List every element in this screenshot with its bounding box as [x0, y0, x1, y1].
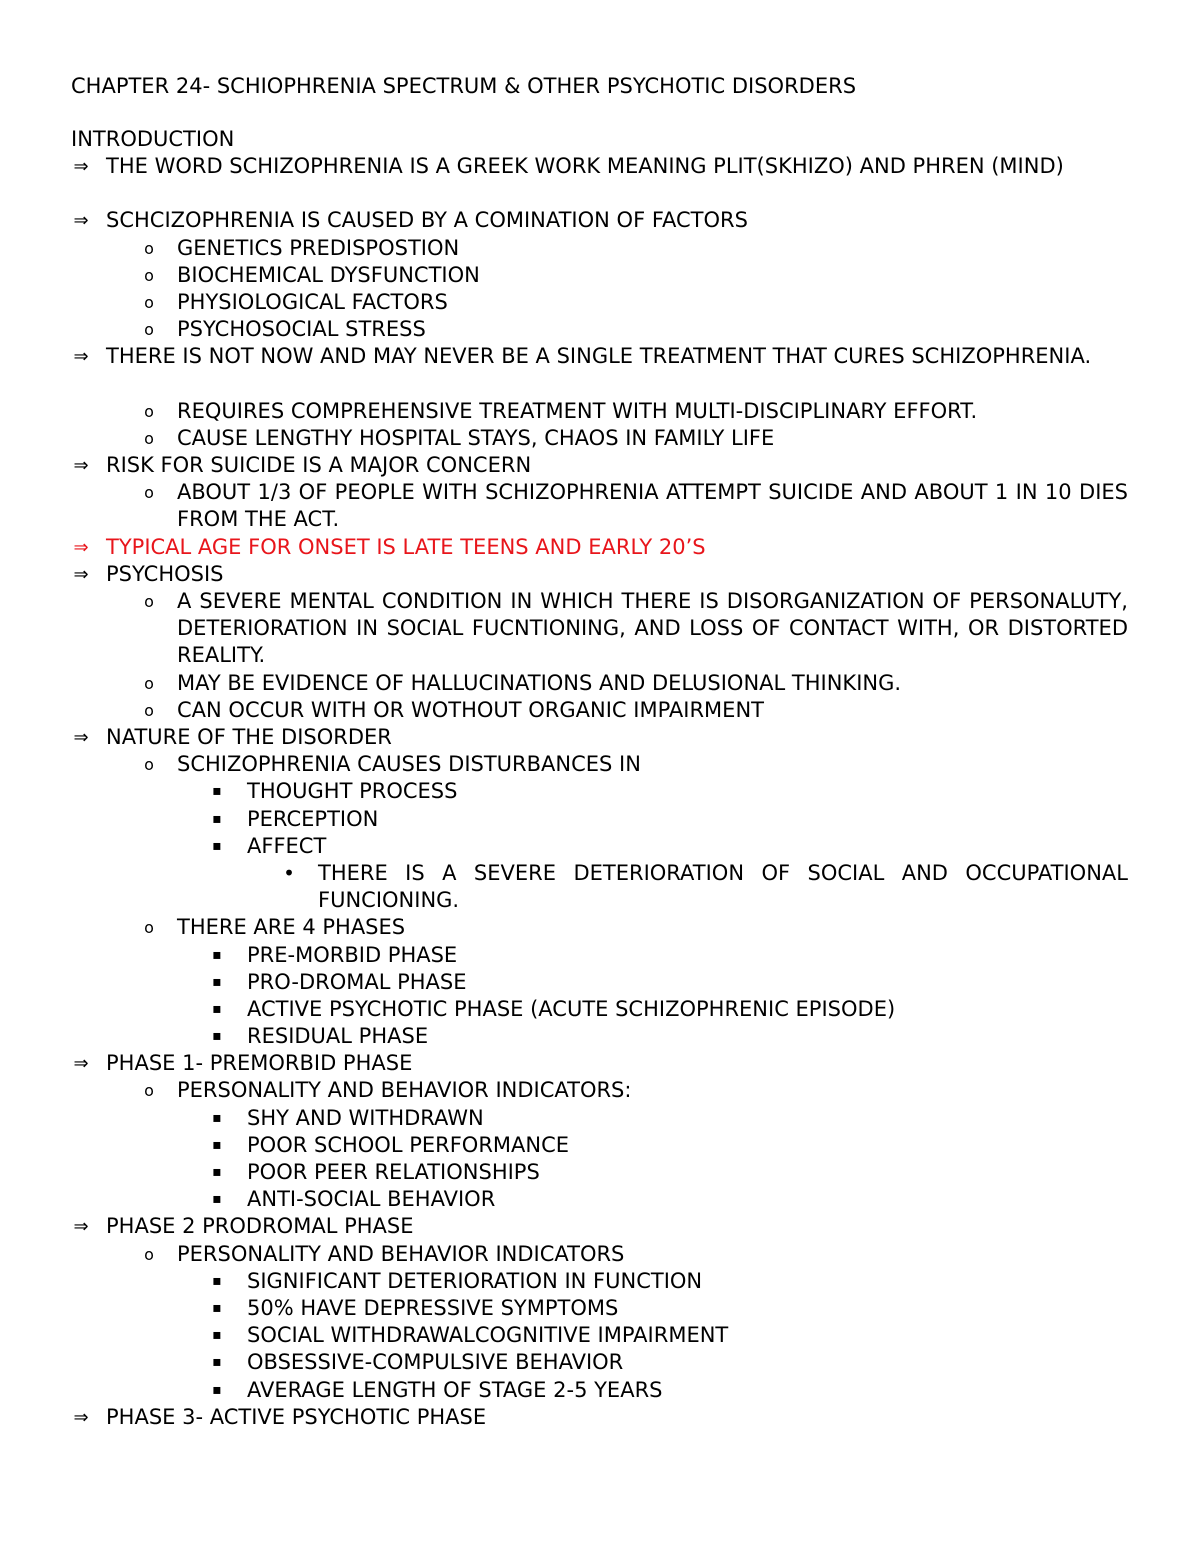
square-bullet-icon: ▪ — [212, 1000, 222, 1017]
outline-item-text: PHASE 1- PREMORBID PHASE — [106, 1051, 413, 1076]
outline-item — [0, 670, 1200, 697]
arrow-bullet-icon: ⇒ — [73, 563, 89, 585]
outline-list — [0, 153, 1200, 1431]
outline-item — [0, 1241, 1200, 1268]
circle-bullet-icon: o — [144, 238, 154, 258]
outline-item-text: PERSONALITY AND BEHAVIOR INDICATORS — [177, 1241, 625, 1266]
outline-item-text: THERE IS A SEVERE DETERIORATION OF SOCIAL AND OCCUPATIONAL FUNCIONING. — [318, 860, 1128, 913]
arrow-bullet-icon: ⇒ — [73, 346, 89, 368]
square-bullet-icon: ▪ — [212, 946, 222, 963]
outline-item — [0, 1186, 1200, 1213]
outline-item — [0, 235, 1200, 262]
outline-item-text: PRO-DROMAL PHASE — [247, 969, 467, 994]
outline-item — [0, 1077, 1200, 1104]
outline-item — [0, 1404, 1200, 1431]
outline-item-text: PSYCHOSIS — [106, 561, 224, 586]
square-bullet-icon: ▪ — [212, 783, 222, 800]
outline-item-text: ABOUT 1/3 OF PEOPLE WITH SCHIZOPHRENIA ATTEMPT SUICIDE AND ABOUT 1 IN 10 DIES FROM THE ACT. — [177, 480, 1128, 532]
outline-item — [0, 207, 1200, 234]
square-bullet-icon: ▪ — [212, 1136, 222, 1153]
outline-item-text: RESIDUAL PHASE — [247, 1024, 429, 1049]
outline-item-text: BIOCHEMICAL DYSFUNCTION — [177, 262, 480, 287]
arrow-bullet-icon: ⇒ — [73, 210, 89, 232]
outline-item — [0, 289, 1200, 316]
circle-bullet-icon: o — [144, 401, 154, 421]
circle-bullet-icon: o — [144, 320, 154, 340]
outline-item-text: PSYCHOSOCIAL STRESS — [177, 317, 426, 342]
circle-bullet-icon: o — [144, 483, 154, 503]
outline-item — [0, 1322, 1200, 1349]
outline-item-text: NATURE OF THE DISORDER — [106, 725, 392, 750]
circle-bullet-icon: o — [144, 592, 154, 612]
outline-item — [0, 806, 1200, 833]
square-bullet-icon: ▪ — [212, 1354, 222, 1371]
outline-item-text: PRE-MORBID PHASE — [247, 942, 458, 967]
dot-bullet-icon: • — [283, 860, 295, 885]
circle-bullet-icon: o — [144, 1244, 154, 1264]
square-bullet-icon: ▪ — [212, 973, 222, 990]
outline-item — [0, 343, 1200, 397]
outline-item — [0, 1050, 1200, 1077]
arrow-bullet-icon: ⇒ — [73, 536, 89, 558]
outline-item — [0, 1159, 1200, 1186]
outline-item-text: PHYSIOLOGICAL FACTORS — [177, 289, 448, 314]
outline-item — [0, 1349, 1200, 1376]
outline-item — [0, 996, 1200, 1023]
outline-item — [0, 833, 1200, 860]
outline-item-text: PERSONALITY AND BEHAVIOR INDICATORS: — [177, 1078, 632, 1103]
outline-item — [0, 778, 1200, 805]
outline-item-text: ANTI-SOCIAL BEHAVIOR — [247, 1187, 496, 1212]
outline-item — [0, 724, 1200, 751]
arrow-bullet-icon: ⇒ — [73, 727, 89, 749]
outline-item-text: RISK FOR SUICIDE IS A MAJOR CONCERN — [106, 453, 532, 478]
outline-item — [0, 751, 1200, 778]
outline-item — [0, 479, 1200, 533]
outline-item — [0, 588, 1200, 670]
outline-item-text: OBSESSIVE-COMPULSIVE BEHAVIOR — [247, 1350, 624, 1375]
circle-bullet-icon: o — [144, 428, 154, 448]
outline-item-text: THE WORD SCHIZOPHRENIA IS A GREEK WORK MEANING PLIT(SKHIZO) AND PHREN (MIND) — [106, 154, 1064, 178]
outline-item — [0, 697, 1200, 724]
square-bullet-icon: ▪ — [212, 1272, 222, 1289]
outline-item-text: THERE ARE 4 PHASES — [177, 915, 406, 940]
square-bullet-icon: ▪ — [212, 1164, 222, 1181]
circle-bullet-icon: o — [144, 292, 154, 312]
outline-item — [0, 316, 1200, 343]
outline-item — [0, 153, 1200, 207]
outline-item-text: CAN OCCUR WITH OR WOTHOUT ORGANIC IMPAIRMENT — [177, 697, 764, 722]
outline-item — [0, 1268, 1200, 1295]
outline-item — [0, 262, 1200, 289]
outline-item — [0, 1105, 1200, 1132]
circle-bullet-icon: o — [144, 673, 154, 693]
outline-item — [0, 561, 1200, 588]
outline-item — [0, 1213, 1200, 1240]
arrow-bullet-icon: ⇒ — [73, 1216, 89, 1238]
outline-item-text: CAUSE LENGTHY HOSPITAL STAYS, CHAOS IN FAMILY LIFE — [177, 425, 775, 450]
circle-bullet-icon: o — [144, 265, 154, 285]
outline-item — [0, 969, 1200, 996]
square-bullet-icon: ▪ — [212, 837, 222, 854]
arrow-bullet-icon: ⇒ — [73, 455, 89, 477]
outline-item — [0, 452, 1200, 479]
square-bullet-icon: ▪ — [212, 1028, 222, 1045]
outline-item-text: REQUIRES COMPREHENSIVE TREATMENT WITH MULTI-DISCIPLINARY EFFORT. — [177, 398, 978, 423]
arrow-bullet-icon: ⇒ — [73, 156, 89, 177]
outline-item — [0, 1023, 1200, 1050]
section-heading: INTRODUCTION — [71, 127, 235, 151]
outline-item-text: AFFECT — [247, 833, 327, 858]
outline-item-text: THERE IS NOT NOW AND MAY NEVER BE A SINGLE TREATMENT THAT CURES SCHIZOPHRENIA. — [106, 344, 1092, 369]
outline-item — [0, 1377, 1200, 1404]
outline-item — [0, 860, 1200, 914]
square-bullet-icon: ▪ — [212, 1327, 222, 1344]
circle-bullet-icon: o — [144, 755, 154, 775]
outline-item-text: PHASE 2 PRODROMAL PHASE — [106, 1214, 414, 1239]
circle-bullet-icon: o — [144, 918, 154, 938]
outline-item-text: A SEVERE MENTAL CONDITION IN WHICH THERE IS DISORGANIZATION OF PERSONALUTY, DETERIORATION IN SOCIAL FUCNTIONING, AND LOSS OF CONTACT WITH, OR DISTORTED REALITY. — [177, 589, 1128, 668]
square-bullet-icon: ▪ — [212, 1109, 222, 1126]
square-bullet-icon: ▪ — [212, 1381, 222, 1398]
circle-bullet-icon: o — [144, 700, 154, 720]
outline-item-text: THOUGHT PROCESS — [247, 779, 458, 804]
outline-item-text: SCHIZOPHRENIA CAUSES DISTURBANCES IN — [177, 752, 641, 777]
outline-item-text: SCHCIZOPHRENIA IS CAUSED BY A COMINATION OF FACTORS — [106, 208, 748, 233]
chapter-title: CHAPTER 24- SCHIOPHRENIA SPECTRUM & OTHER PSYCHOTIC DISORDERS — [71, 74, 857, 98]
circle-bullet-icon: o — [144, 1081, 154, 1101]
outline-item — [0, 534, 1200, 561]
outline-item — [0, 1295, 1200, 1322]
square-bullet-icon: ▪ — [212, 1191, 222, 1208]
outline-item-text: TYPICAL AGE FOR ONSET IS LATE TEENS AND EARLY 20’S — [106, 534, 706, 559]
outline-item-text: GENETICS PREDISPOSTION — [177, 235, 460, 260]
outline-item-text: SHY AND WITHDRAWN — [247, 1105, 484, 1130]
outline-item-text: 50% HAVE DEPRESSIVE SYMPTOMS — [247, 1295, 619, 1320]
outline-item-text: SIGNIFICANT DETERIORATION IN FUNCTION — [247, 1268, 703, 1293]
outline-item-text: POOR PEER RELATIONSHIPS — [247, 1160, 540, 1185]
arrow-bullet-icon: ⇒ — [73, 1053, 89, 1075]
outline-item — [0, 1132, 1200, 1159]
outline-item — [0, 914, 1200, 941]
outline-item — [0, 942, 1200, 969]
outline-item-text: ACTIVE PSYCHOTIC PHASE (ACUTE SCHIZOPHRENIC EPISODE) — [247, 996, 896, 1021]
outline-item-text: MAY BE EVIDENCE OF HALLUCINATIONS AND DELUSIONAL THINKING. — [177, 670, 902, 695]
outline-item-text: SOCIAL WITHDRAWALCOGNITIVE IMPAIRMENT — [247, 1323, 729, 1348]
outline-item-text: PHASE 3- ACTIVE PSYCHOTIC PHASE — [106, 1404, 487, 1429]
square-bullet-icon: ▪ — [212, 1299, 222, 1316]
outline-item-text: PERCEPTION — [247, 806, 379, 831]
outline-item — [0, 425, 1200, 452]
square-bullet-icon: ▪ — [212, 810, 222, 827]
outline-item-text: AVERAGE LENGTH OF STAGE 2-5 YEARS — [247, 1377, 663, 1402]
outline-item-text: POOR SCHOOL PERFORMANCE — [247, 1132, 570, 1157]
outline-item — [0, 398, 1200, 425]
arrow-bullet-icon: ⇒ — [73, 1406, 89, 1428]
